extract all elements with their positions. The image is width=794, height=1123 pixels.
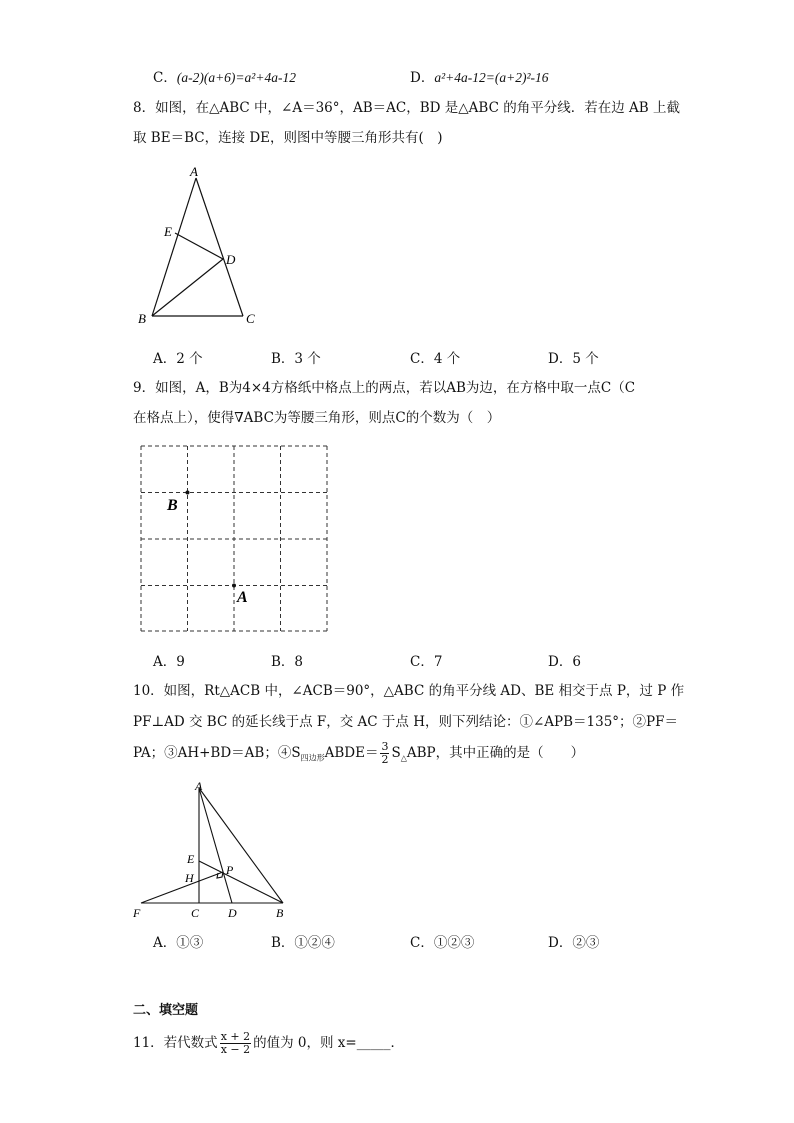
q10-line-2: PF⊥AD 交 BC 的延长线于点 F，交 AC 于点 H，则下列结论：①∠APB＝135°；②PF＝ — [133, 714, 679, 730]
text-segment: PA；③AH+BD＝AB；④S — [133, 745, 301, 761]
q8-line-2: 取 BE＝BC，连接 DE，则图中等腰三角形共有( ) — [133, 130, 443, 146]
option-label: D． — [548, 935, 573, 951]
option-label: B． — [271, 351, 295, 367]
option-text: 9 — [176, 654, 185, 670]
subscript: 四边形 — [300, 753, 325, 763]
q8-option-d — [548, 347, 599, 367]
label-b: B — [138, 311, 146, 326]
segment-ab — [152, 178, 196, 316]
option-label: C． — [410, 935, 434, 951]
q9-option-a — [153, 650, 185, 670]
q9-option-c — [410, 650, 442, 670]
option-text: 5 个 — [572, 351, 599, 367]
fraction — [220, 1031, 251, 1056]
label-e: E — [164, 224, 172, 239]
label-a: A — [195, 779, 203, 793]
label-b: B — [167, 497, 178, 514]
option-text: 3 个 — [294, 351, 321, 367]
q10-line-3 — [133, 738, 584, 774]
q11 — [133, 1028, 404, 1058]
label-a: A — [190, 164, 198, 179]
label-d: D — [228, 906, 237, 920]
option-label: C． — [153, 70, 177, 86]
fraction-denominator: 2 — [381, 753, 389, 766]
text-segment: ABDE＝ — [324, 745, 379, 761]
q7-option-c — [153, 66, 296, 86]
q8-line-1: 8．如图，在△ABC 中，∠A＝36°，AB＝AC，BD 是△ABC 的角平分线．若在边 AB 上截 — [133, 100, 680, 116]
label-c: C — [191, 906, 200, 920]
q7-option-d — [410, 66, 549, 86]
point-b — [186, 491, 190, 495]
option-label: A． — [153, 654, 177, 670]
option-text: a²+4a-12=(a+2)²-16 — [434, 70, 549, 85]
fraction-numerator: 3 — [381, 740, 389, 753]
label-a: A — [237, 589, 248, 606]
q9-line-1: 9．如图，A，B为4×4方格纸中格点上的两点，若以AB为边，在方格中取一点C（C — [133, 380, 636, 396]
q8-option-c — [410, 347, 460, 367]
q10-option-b — [271, 931, 335, 951]
q8-option-b — [271, 347, 321, 367]
q9-grid-figure — [140, 445, 332, 635]
option-text: ①②③ — [433, 935, 475, 951]
q10-line-1: 10．如图，Rt△ACB 中，∠ACB＝90°，△ABC 的角平分线 AD、BE 相交于点 P，过 P 作 — [133, 683, 685, 699]
segment-ad — [199, 788, 232, 903]
point-a — [232, 584, 236, 588]
q10-option-a — [153, 931, 203, 951]
q10-option-c — [410, 931, 474, 951]
segment-bd — [152, 259, 223, 316]
label-p: P — [226, 863, 234, 877]
segment-be — [199, 861, 283, 903]
text-segment: S — [391, 745, 401, 761]
label-f: F — [133, 906, 141, 920]
option-text: ①②④ — [294, 935, 335, 951]
section-title: 二、填空题 — [133, 1003, 199, 1018]
option-text: (a-2)(a+6)=a²+4a-12 — [176, 70, 296, 85]
label-e: E — [187, 852, 195, 866]
fraction-numerator: x + 2 — [220, 1030, 251, 1043]
option-label: D． — [548, 654, 573, 670]
q9-option-b — [271, 650, 303, 670]
option-label: D． — [410, 70, 435, 86]
option-text: 6 — [572, 654, 581, 670]
label-c: C — [246, 311, 255, 326]
q9-option-d — [548, 650, 581, 670]
fraction — [380, 741, 389, 766]
segment-ac — [196, 178, 243, 316]
option-text: 2 个 — [176, 351, 203, 367]
option-label: D． — [548, 351, 573, 367]
label-d: D — [226, 252, 236, 267]
option-label: C． — [410, 654, 434, 670]
text-segment: 11．若代数式 — [133, 1035, 218, 1051]
text-segment: ABP，其中正确的是（ ） — [406, 745, 585, 761]
option-text: 4 个 — [433, 351, 461, 367]
option-text: 8 — [294, 654, 304, 670]
q10-option-d — [548, 931, 599, 951]
label-h: H — [185, 871, 194, 885]
option-label: B． — [271, 935, 295, 951]
option-text: ②③ — [572, 935, 600, 951]
label-b: B — [276, 906, 284, 920]
subscript: △ — [400, 753, 407, 763]
q9-line-2: 在格点上），使得∇ABC为等腰三角形，则点C的个数为（ ） — [133, 410, 501, 426]
q10-triangle-figure — [125, 778, 295, 923]
q8-triangle-figure — [130, 160, 270, 330]
segment-ab — [199, 788, 283, 903]
fraction-denominator: x − 2 — [220, 1043, 251, 1056]
text-segment: 的值为 0，则 x=_____． — [253, 1035, 404, 1051]
option-label: B． — [271, 654, 295, 670]
option-label: C． — [410, 351, 434, 367]
segment-fp — [141, 872, 223, 903]
option-label: A． — [153, 351, 177, 367]
option-label: A． — [153, 935, 177, 951]
option-text: ①③ — [176, 935, 204, 951]
option-text: 7 — [433, 654, 443, 670]
q8-option-a — [153, 347, 203, 367]
